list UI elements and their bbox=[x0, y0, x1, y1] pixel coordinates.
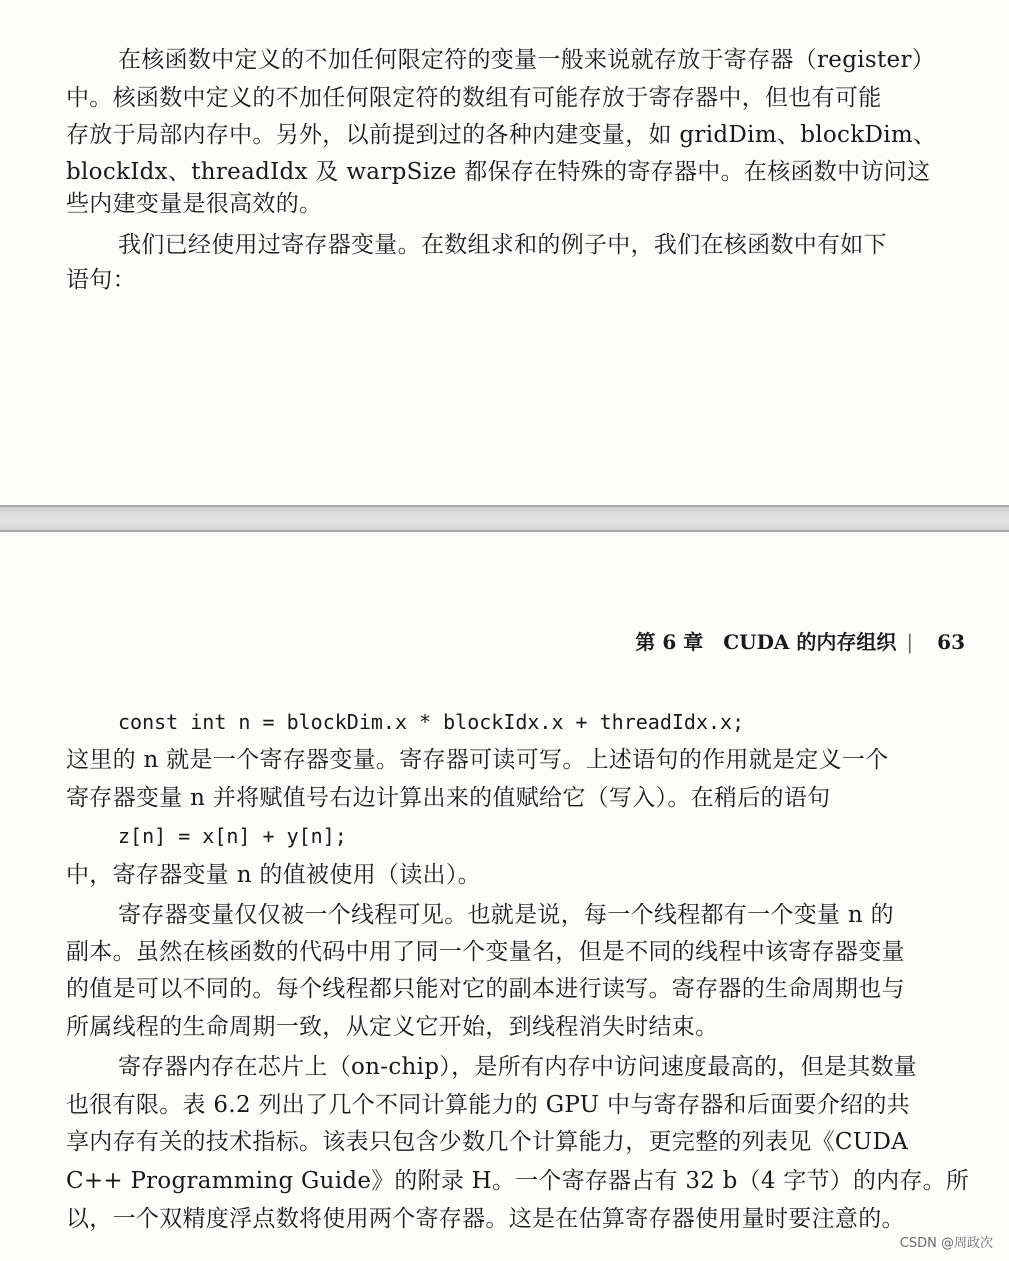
paragraph-line: 寄存器变量 n 并将赋值号右边计算出来的值赋给它（写入）。在稍后的语句 bbox=[66, 785, 831, 811]
code-line: z[n] = x[n] + y[n]; bbox=[118, 824, 347, 848]
paragraph-line: 我们已经使用过寄存器变量。在数组求和的例子中，我们在核函数中有如下 bbox=[118, 232, 887, 258]
paragraph-line: 语句： bbox=[66, 267, 136, 293]
paragraph-line: 寄存器内存在芯片上（on-chip），是所有内存中访问速度最高的，但是其数量 bbox=[118, 1054, 918, 1080]
paragraph-line: C++ Programming Guide》的附录 H。一个寄存器占有 32 b（4 字节）的内存。所 bbox=[66, 1168, 970, 1194]
paragraph-line: 中，寄存器变量 n 的值被使用（读出）。 bbox=[66, 862, 481, 888]
paragraph-line: 在核函数中定义的不加任何限定符的变量一般来说就存放于寄存器（register） bbox=[118, 47, 936, 73]
top-page bbox=[0, 0, 1009, 505]
chapter-title: 第 6 章 CUDA 的内存组织 bbox=[635, 630, 897, 654]
paragraph-line: 以，一个双精度浮点数将使用两个寄存器。这是在估算寄存器使用量时要注意的。 bbox=[66, 1206, 905, 1232]
paragraph-line: 些内建变量是很高效的。 bbox=[66, 191, 323, 217]
page-header bbox=[635, 626, 965, 655]
page-divider bbox=[0, 505, 1009, 532]
watermark: CSDN @周政次 bbox=[899, 1236, 993, 1251]
paragraph-line: 的值是可以不同的。每个线程都只能对它的副本进行读写。寄存器的生命周期也与 bbox=[66, 976, 905, 1002]
paragraph-line: 享内存有关的技术指标。该表只包含少数几个计算能力，更完整的列表见《CUDA bbox=[66, 1129, 909, 1155]
paragraph-line: 寄存器变量仅仅被一个线程可见。也就是说，每一个线程都有一个变量 n 的 bbox=[118, 902, 894, 928]
paragraph-line: 这里的 n 就是一个寄存器变量。寄存器可读可写。上述语句的作用就是定义一个 bbox=[66, 747, 889, 773]
bottom-page bbox=[0, 532, 1009, 1261]
paragraph-line: 中。核函数中定义的不加任何限定符的数组有可能存放于寄存器中，但也有可能 bbox=[66, 85, 882, 111]
paragraph-line: 所属线程的生命周期一致，从定义它开始，到线程消失时结束。 bbox=[66, 1014, 719, 1040]
paragraph-line: 副本。虽然在核函数的代码中用了同一个变量名，但是不同的线程中该寄存器变量 bbox=[66, 939, 905, 965]
paragraph-line: 存放于局部内存中。另外，以前提到过的各种内建变量，如 gridDim、blockDim、 bbox=[66, 122, 937, 148]
paragraph-line: blockIdx、threadIdx 及 warpSize 都保存在特殊的寄存器中。在核函数中访问这 bbox=[66, 159, 931, 185]
paragraph-line: 也很有限。表 6.2 列出了几个不同计算能力的 GPU 中与寄存器和后面要介绍的共 bbox=[66, 1092, 910, 1118]
code-line: const int n = blockDim.x * blockIdx.x + threadIdx.x; bbox=[118, 710, 745, 734]
header-separator: | bbox=[906, 630, 914, 654]
page-number: 63 bbox=[937, 630, 965, 654]
